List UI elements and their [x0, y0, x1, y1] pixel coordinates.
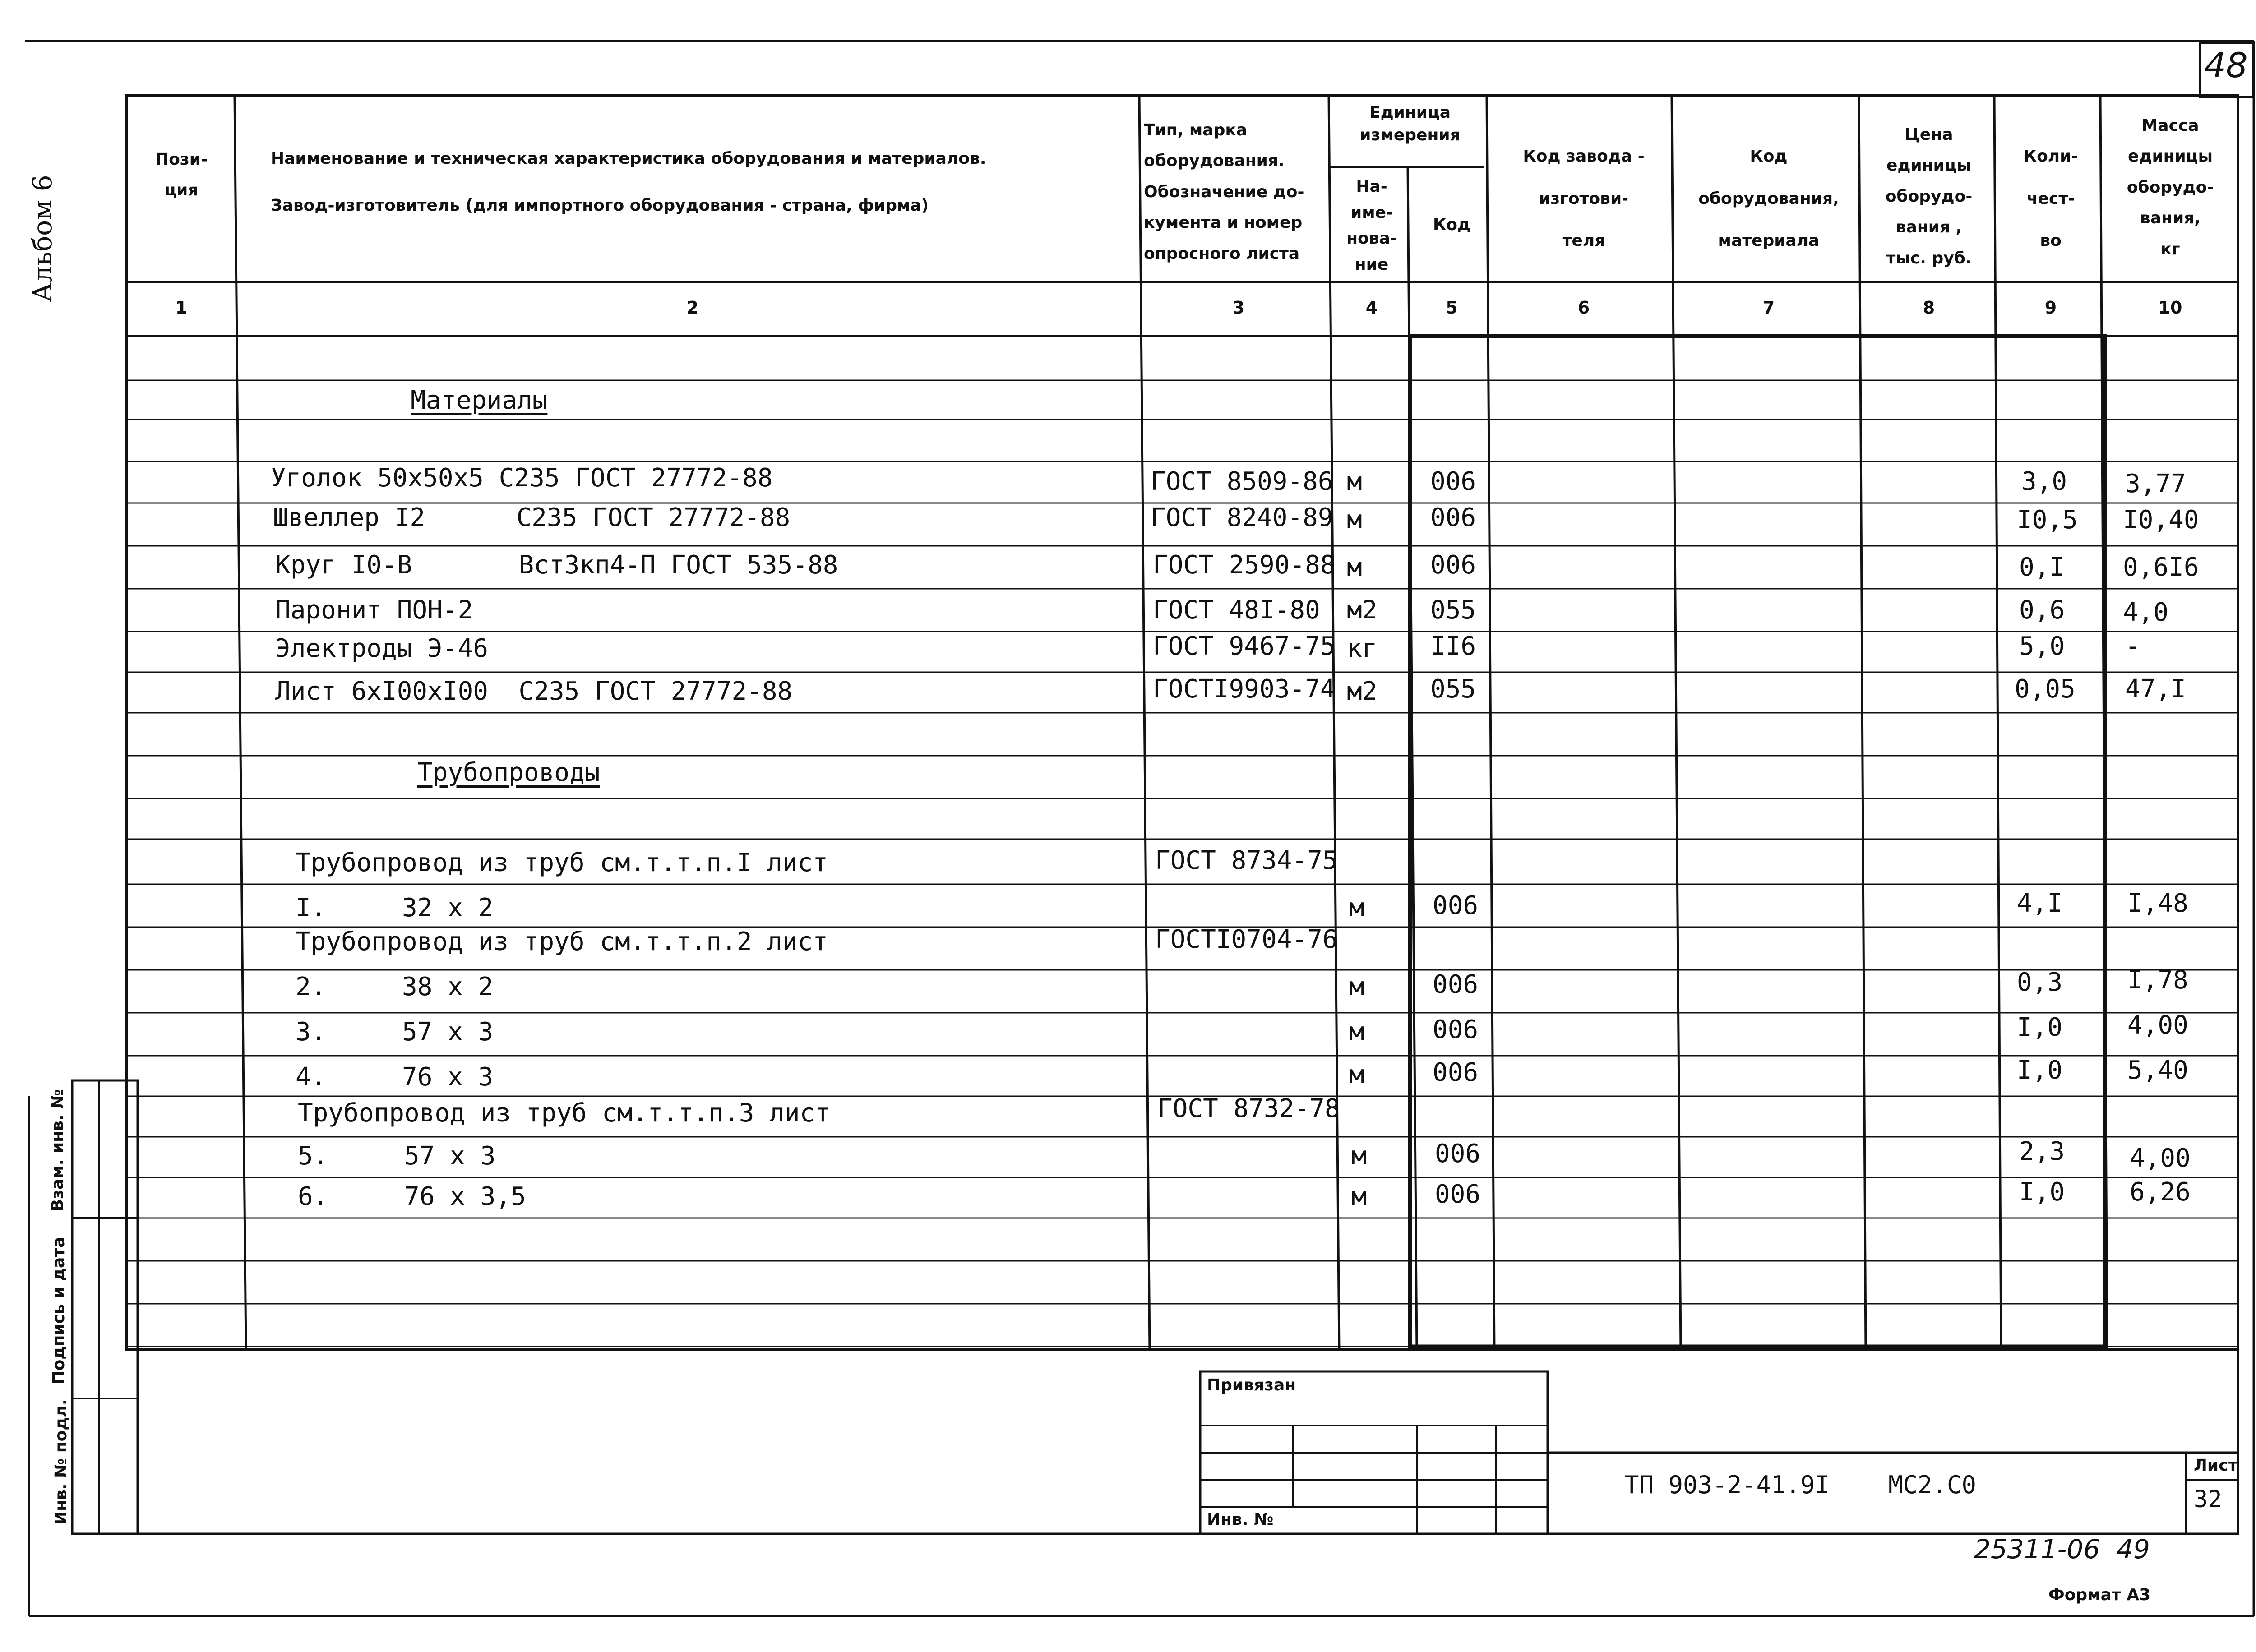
format-label: Формат А3 [2048, 1586, 2151, 1604]
header-type: Тип, марка оборудования. Обозначение до- кумента и номер опросного листа [1144, 121, 1304, 263]
table-cell-code: 006 [1433, 1015, 1479, 1044]
table-cell-code: 006 [1435, 1139, 1481, 1168]
table-cell-mass: 4,00 [2127, 1011, 2188, 1040]
table-cell-name: I. 32 х 2 [296, 893, 494, 923]
table-cell-name: 6. 76 х 3,5 [298, 1182, 526, 1211]
inv-number-label: Инв. № [1207, 1510, 1274, 1529]
table-cell-qty: 3,0 [2021, 467, 2067, 496]
table-cell-code: 006 [1433, 970, 1479, 999]
header-quantity: Коли- чест- во [2023, 147, 2078, 250]
header-name: Наименование и техническая характеристика оборудования и материалов. Завод-изготовитель (для импортного оборудования - страна, фирма) [271, 149, 986, 215]
table-cell-name: Уголок 50х50х5 С235 ГОСТ 27772-88 [271, 463, 773, 493]
column-number: 10 [2158, 298, 2182, 318]
column-number: 1 [175, 298, 188, 318]
table-cell-code: 055 [1430, 674, 1476, 704]
table-cell-mass: I,48 [2127, 889, 2188, 918]
table-cell-mass: I0,40 [2123, 505, 2199, 535]
table-cell-mass: 0,6I6 [2123, 553, 2199, 582]
document-mark: МС2.С0 [1888, 1471, 1977, 1499]
table-cell-qty: I,0 [2017, 1056, 2063, 1085]
table-cell-name: 3. 57 х 3 [296, 1017, 494, 1047]
table-cell-qty: 2,3 [2019, 1137, 2065, 1166]
table-cell-qty: I,0 [2017, 1013, 2063, 1042]
header-mass: Масса единицы оборудо- вания, кг [2127, 116, 2214, 258]
table-cell-name: Лист 6хI00хI00 С235 ГОСТ 27772-88 [275, 677, 793, 706]
document-designation: ТП 903-2-41.9I [1624, 1471, 1830, 1499]
table-cell-doc: ГОСТ 8240-89 [1151, 503, 1333, 532]
table-cell-qty: 5,0 [2019, 632, 2065, 661]
section-title-pipelines: Трубопроводы [417, 758, 600, 787]
table-cell-unit: м [1349, 972, 1364, 1001]
page-number: 48 [2204, 45, 2248, 85]
column-number: 7 [1762, 298, 1775, 318]
table-cell-mass: 4,0 [2123, 598, 2169, 627]
table-cell-code: 006 [1433, 891, 1479, 920]
table-cell-mass: 4,00 [2130, 1144, 2191, 1173]
table-cell-doc: ГОСТ 2590-88 [1153, 550, 1336, 580]
table-cell-code: 006 [1433, 1058, 1479, 1087]
table-cell-code: II6 [1430, 632, 1476, 661]
privyazan-label: Привязан [1207, 1376, 1296, 1394]
table-cell-qty: I,0 [2019, 1177, 2065, 1207]
table-cell-name: Швеллер I2 С235 ГОСТ 27772-88 [273, 503, 791, 532]
column-number: 3 [1232, 298, 1245, 318]
table-cell-name: Круг I0-В ВстЗкп4-П ГОСТ 535-88 [275, 550, 838, 580]
table-cell-name: Трубопровод из труб см.т.т.п.2 лист [296, 927, 828, 956]
table-cell-name: Электроды Э-46 [275, 634, 489, 663]
table-cell-unit: м [1349, 1060, 1364, 1089]
sheet-label: Лист [2194, 1456, 2238, 1475]
header-unit-code: Код [1433, 216, 1471, 234]
table-cell-unit: м2 [1347, 595, 1378, 625]
table-cell-mass: 5,40 [2127, 1056, 2188, 1085]
header-price: Цена единицы оборудо- вания , тыс. руб. [1885, 125, 1973, 268]
table-cell-qty: 0,6 [2019, 595, 2065, 625]
table-cell-name: 2. 38 х 2 [296, 972, 494, 1001]
column-number: 8 [1923, 298, 1935, 318]
side-stamp-signature-date: Подпись и дата [50, 1237, 68, 1384]
header-position: Пози- ция [155, 150, 208, 200]
table-cell-unit: м [1347, 467, 1362, 496]
table-cell-mass: - [2125, 632, 2140, 661]
table-cell-name: 4. 76 х 3 [296, 1062, 494, 1092]
table-cell-unit: м [1347, 505, 1362, 535]
table-cell-qty: 0,I [2019, 553, 2065, 582]
table-cell-unit: м [1351, 1182, 1367, 1211]
sheet-number: 32 [2194, 1486, 2222, 1513]
table-cell-name: 5. 57 х 3 [298, 1141, 496, 1171]
table-cell-mass: 3,77 [2125, 469, 2186, 498]
table-cell-doc: ГОСТ 8732-78 [1157, 1094, 1340, 1123]
table-cell-doc: ГОСТI9903-74 [1153, 674, 1336, 704]
section-title-materials: Материалы [411, 386, 548, 415]
table-cell-unit: м2 [1347, 677, 1378, 706]
side-stamp-original-inv: Инв. № подл. [52, 1399, 70, 1525]
table-cell-qty: 0,05 [2015, 674, 2076, 704]
table-cell-unit: м [1349, 1017, 1364, 1047]
table-cell-code: 055 [1430, 595, 1476, 625]
table-cell-name: Паронит ПОН-2 [275, 595, 473, 625]
table-cell-unit: м [1349, 893, 1364, 923]
side-stamp-replacement-inv: Взам. инв. № [48, 1089, 67, 1212]
table-cell-code: 006 [1430, 550, 1476, 580]
header-unit-name: На- име- нова- ние [1346, 177, 1397, 274]
table-cell-qty: 4,I [2017, 889, 2063, 918]
table-cell-doc: ГОСТ 48I-80 [1153, 595, 1320, 625]
column-number: 2 [686, 298, 699, 318]
table-cell-code: 006 [1430, 467, 1476, 496]
column-number: 5 [1446, 298, 1458, 318]
album-label: Альбом 6 [27, 175, 58, 302]
table-cell-name: Трубопровод из труб см.т.т.п.3 лист [298, 1098, 831, 1128]
header-unit-group: Единица измерения [1359, 103, 1461, 145]
table-cell-unit: м [1351, 1141, 1367, 1171]
header-plant-code: Код завода - изготови- теля [1523, 147, 1645, 250]
table-cell-name: Трубопровод из труб см.т.т.п.I лист [296, 848, 828, 877]
table-cell-mass: 47,I [2125, 674, 2186, 704]
archive-number: 25311-06 49 [1974, 1534, 2150, 1564]
table-cell-mass: I,78 [2127, 965, 2188, 995]
table-cell-unit: м [1347, 553, 1362, 582]
column-number: 4 [1365, 298, 1378, 318]
table-cell-mass: 6,26 [2130, 1177, 2191, 1207]
table-cell-unit: кг [1347, 634, 1378, 663]
table-cell-code: 006 [1435, 1180, 1481, 1209]
table-cell-doc: ГОСТ 9467-75 [1153, 632, 1336, 661]
column-number: 6 [1577, 298, 1590, 318]
column-number: 9 [2044, 298, 2057, 318]
table-cell-doc: ГОСТ 8509-86 [1151, 467, 1333, 496]
table-cell-doc: ГОСТ 8734-75 [1155, 846, 1338, 875]
table-cell-qty: 0,3 [2017, 968, 2063, 997]
header-equipment-code: Код оборудования, материала [1698, 147, 1839, 250]
table-cell-qty: I0,5 [2017, 505, 2078, 535]
table-cell-code: 006 [1430, 503, 1476, 532]
table-cell-doc: ГОСТI0704-76 [1155, 925, 1338, 954]
